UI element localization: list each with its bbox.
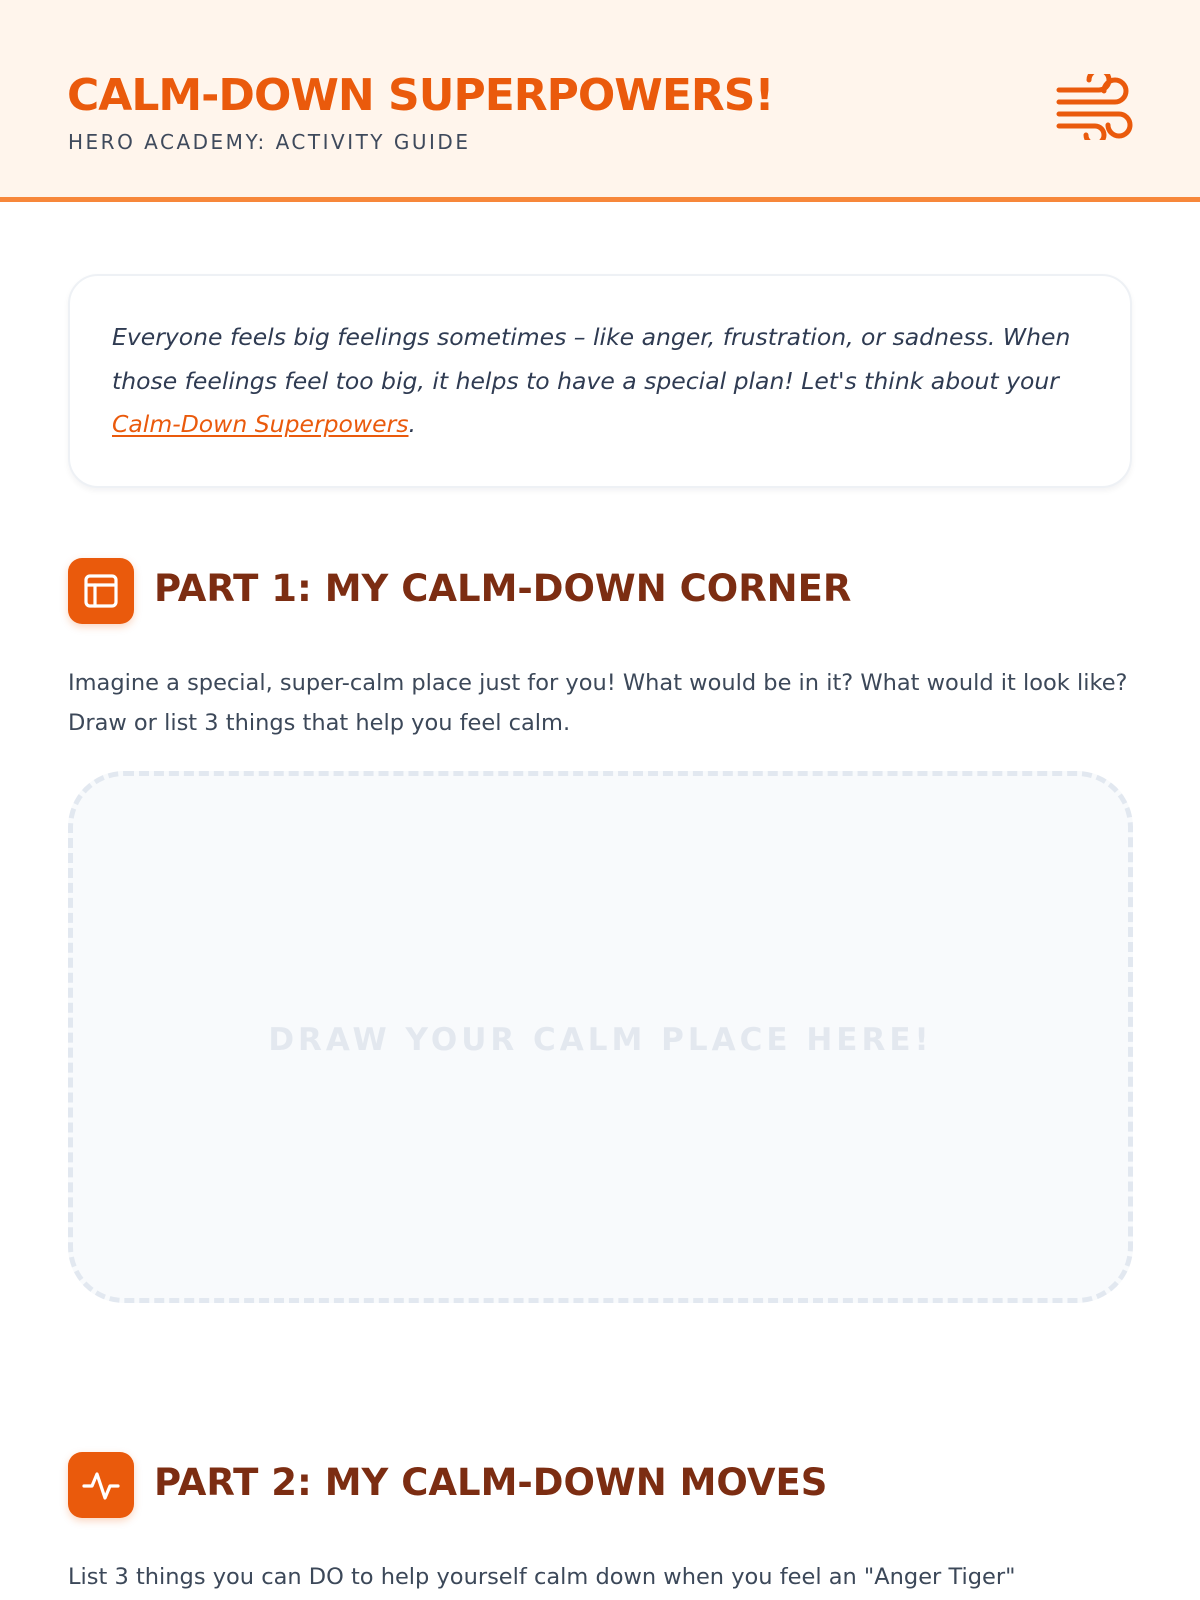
part1-icon-badge bbox=[68, 558, 134, 624]
intro-card bbox=[68, 274, 1132, 488]
wind-icon bbox=[1055, 74, 1135, 140]
intro-text bbox=[112, 316, 1088, 447]
intro-text-end: . bbox=[408, 410, 416, 438]
page-header bbox=[0, 0, 1200, 202]
layout-icon bbox=[68, 558, 134, 624]
activity-icon bbox=[68, 1452, 134, 1518]
page-title: CALM-DOWN SUPERPOWERS! bbox=[67, 70, 774, 121]
part2-icon-badge bbox=[68, 1452, 134, 1518]
intro-text-start: Everyone feels big feelings sometimes – like anger, frustration, or sadness. When those feelings feel too big, it helps to have a special plan! Let's think about your bbox=[112, 323, 1071, 395]
part2-description: List 3 things you can DO to help yourself calm down when you feel an "Anger Tiger" bbox=[68, 1564, 1016, 1590]
calm-down-superpowers-link[interactable]: Calm-Down Superpowers bbox=[112, 410, 409, 438]
calm-place-drawing-area[interactable] bbox=[68, 771, 1133, 1303]
drawing-placeholder: DRAW YOUR CALM PLACE HERE! bbox=[268, 1022, 933, 1058]
part2-title: PART 2: MY CALM-DOWN MOVES bbox=[154, 1461, 828, 1504]
page-subtitle: HERO ACADEMY: ACTIVITY GUIDE bbox=[68, 130, 471, 154]
part1-description: Imagine a special, super-calm place just for you! What would be in it? What would it look like? Draw or list 3 things that help you feel calm. bbox=[68, 670, 1128, 736]
part1-title: PART 1: MY CALM-DOWN CORNER bbox=[154, 567, 852, 610]
